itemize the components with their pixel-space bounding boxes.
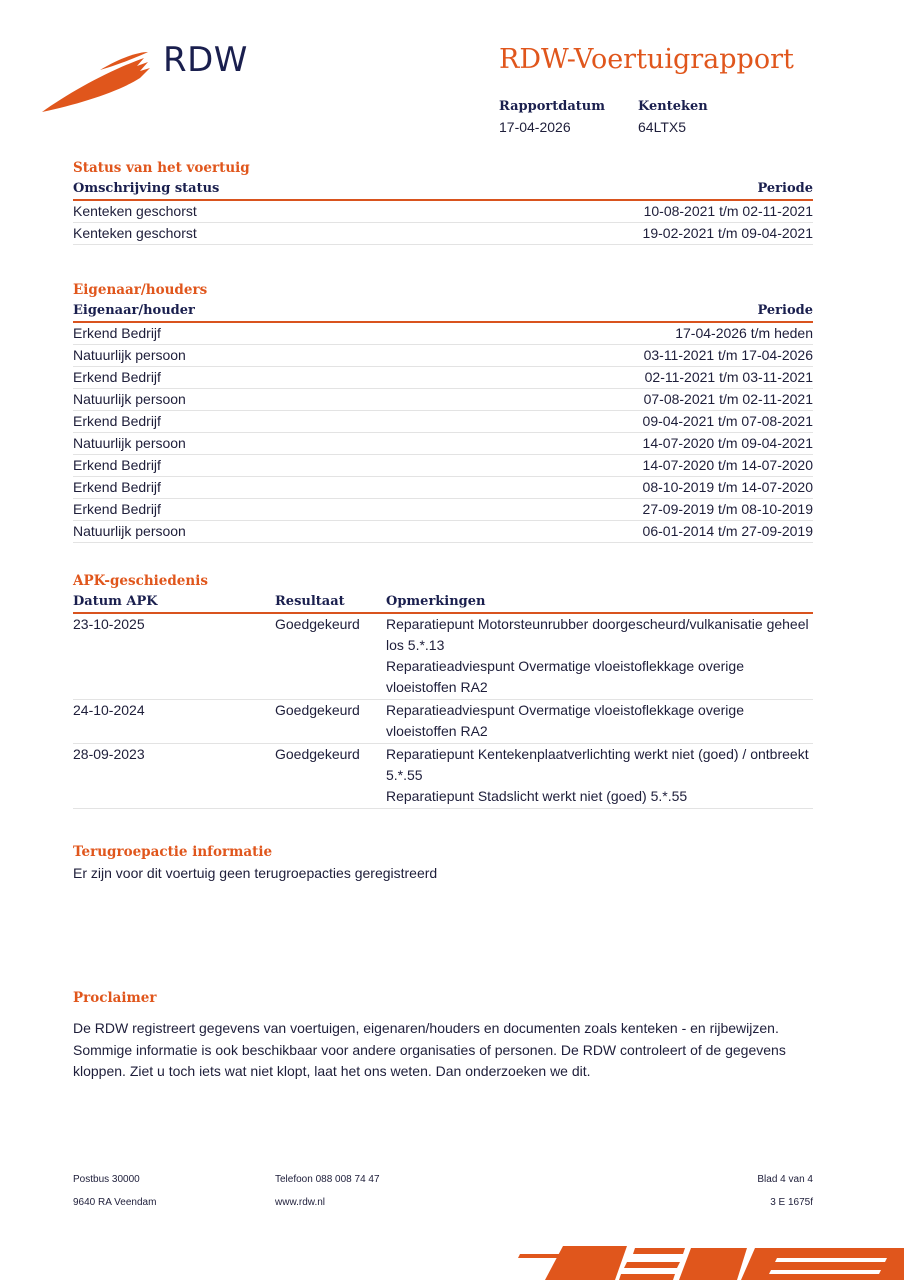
proclaimer-line-3: kloppen. Ziet u toch iets wat niet klopt, laat het ons weten. Dan onderzoeken we dit. — [73, 1063, 591, 1079]
owner-desc: Erkend Bedrijf — [73, 479, 161, 495]
logo-text: RDW — [163, 40, 248, 80]
kenteken-label: Kenteken — [638, 99, 708, 114]
owners-title: Eigenaar/houders — [73, 282, 208, 298]
proclaimer-section — [73, 988, 813, 1083]
owner-row — [73, 323, 813, 345]
apk-col-remarks: Opmerkingen — [386, 594, 486, 609]
footer-code: 3 E 1675f — [770, 1197, 813, 1208]
owner-period: 14-07-2020 t/m 14-07-2020 — [642, 457, 813, 473]
status-period: 19-02-2021 t/m 09-04-2021 — [642, 225, 813, 241]
apk-date: 24-10-2024 — [73, 702, 145, 718]
apk-remarks — [386, 614, 813, 698]
owner-row — [73, 345, 813, 367]
owners-table-header — [73, 301, 813, 323]
owner-row — [73, 477, 813, 499]
apk-remarks — [386, 744, 813, 807]
footer-address-2: 9640 RA Veendam — [73, 1197, 157, 1208]
status-rows — [73, 201, 813, 245]
owner-period: 07-08-2021 t/m 02-11-2021 — [643, 391, 813, 407]
owner-row — [73, 367, 813, 389]
owner-period: 14-07-2020 t/m 09-04-2021 — [642, 435, 813, 451]
rdw-stripe-icon — [515, 1240, 904, 1280]
apk-result: Goedgekeurd — [275, 616, 360, 632]
status-desc: Kenteken geschorst — [73, 203, 197, 219]
owner-period: 17-04-2026 t/m heden — [675, 325, 813, 341]
owner-desc: Erkend Bedrijf — [73, 369, 161, 385]
owner-desc: Erkend Bedrijf — [73, 413, 161, 429]
owner-row — [73, 433, 813, 455]
owner-desc: Erkend Bedrijf — [73, 457, 161, 473]
owner-desc: Natuurlijk persoon — [73, 347, 186, 363]
apk-remark: Reparatieadviespunt Overmatige vloeistoflekkage overige vloeistoffen RA2 — [386, 658, 744, 695]
apk-date: 28-09-2023 — [73, 746, 145, 762]
status-period: 10-08-2021 t/m 02-11-2021 — [643, 203, 813, 219]
owner-row — [73, 521, 813, 543]
proclaimer-title: Proclaimer — [73, 990, 157, 1006]
apk-row — [73, 744, 813, 809]
owner-desc: Natuurlijk persoon — [73, 435, 186, 451]
kenteken-value: 64LTX5 — [638, 119, 686, 135]
apk-result: Goedgekeurd — [275, 746, 360, 762]
status-col-period: Periode — [757, 181, 813, 196]
proclaimer-line-2: Sommige informatie is ook beschikbaar voor andere organisaties of personen. De RDW controleert of de gegevens — [73, 1041, 786, 1058]
apk-date: 23-10-2025 — [73, 616, 145, 632]
apk-row — [73, 700, 813, 744]
owner-desc: Erkend Bedrijf — [73, 501, 161, 517]
apk-title: APK-geschiedenis — [73, 573, 208, 589]
footer-address-1: Postbus 30000 — [73, 1174, 140, 1185]
apk-rows — [73, 614, 813, 809]
apk-table-header — [73, 592, 813, 614]
owner-desc: Erkend Bedrijf — [73, 325, 161, 341]
owners-col-period: Periode — [757, 303, 813, 318]
apk-remarks — [386, 700, 813, 742]
owner-period: 09-04-2021 t/m 07-08-2021 — [642, 413, 813, 429]
owner-row — [73, 389, 813, 411]
owner-row — [73, 499, 813, 521]
footer-phone: Telefoon 088 008 74 47 — [275, 1174, 380, 1185]
apk-remark: Reparatiepunt Kentekenplaatverlichting werkt niet (goed) / ontbreekt 5.*.55 — [386, 746, 809, 783]
apk-row — [73, 614, 813, 700]
owner-desc: Natuurlijk persoon — [73, 391, 186, 407]
owner-desc: Natuurlijk persoon — [73, 523, 186, 539]
owner-row — [73, 455, 813, 477]
status-desc: Kenteken geschorst — [73, 225, 197, 241]
footer-web[interactable]: www.rdw.nl — [275, 1197, 326, 1208]
report-title: RDW-Voertuigrapport — [499, 44, 794, 75]
owner-period: 02-11-2021 t/m 03-11-2021 — [644, 369, 813, 385]
owners-rows — [73, 323, 813, 543]
status-col-desc: Omschrijving status — [73, 181, 220, 196]
proclaimer-line-1: De RDW registreert gegevens van voertuigen, eigenaren/houders en documenten zoals kenteken - en rijbewijzen. — [73, 1020, 779, 1036]
apk-col-result: Resultaat — [275, 594, 345, 609]
apk-remark: Reparatiepunt Motorsteunrubber doorgescheurd/vulkanisatie geheel los 5.*.13 — [386, 616, 809, 653]
owner-row — [73, 411, 813, 433]
owner-period: 03-11-2021 t/m 17-04-2026 — [643, 347, 813, 363]
apk-result: Goedgekeurd — [275, 702, 360, 718]
owner-period: 27-09-2019 t/m 08-10-2019 — [642, 501, 813, 517]
rapportdatum-label: Rapportdatum — [499, 99, 605, 114]
status-title: Status van het voertuig — [73, 160, 250, 176]
apk-section — [73, 571, 813, 809]
status-section — [73, 158, 813, 245]
recall-text: Er zijn voor dit voertuig geen terugroepacties geregistreerd — [73, 865, 438, 881]
apk-remark: Reparatiepunt Stadslicht werkt niet (goed) 5.*.55 — [386, 788, 688, 804]
status-table-header — [73, 179, 813, 201]
rapportdatum-value: 17-04-2026 — [499, 119, 571, 135]
owner-period: 08-10-2019 t/m 14-07-2020 — [642, 479, 813, 495]
apk-col-date: Datum APK — [73, 594, 158, 609]
owners-col-desc: Eigenaar/houder — [73, 303, 195, 318]
recall-title: Terugroepactie informatie — [73, 844, 273, 860]
status-row — [73, 201, 813, 223]
status-row — [73, 223, 813, 245]
recall-section — [73, 842, 813, 885]
owner-period: 06-01-2014 t/m 27-09-2019 — [642, 523, 813, 539]
owners-section — [73, 280, 813, 543]
apk-remark: Reparatieadviespunt Overmatige vloeistoflekkage overige vloeistoffen RA2 — [386, 702, 744, 739]
footer-page: Blad 4 van 4 — [757, 1174, 813, 1185]
